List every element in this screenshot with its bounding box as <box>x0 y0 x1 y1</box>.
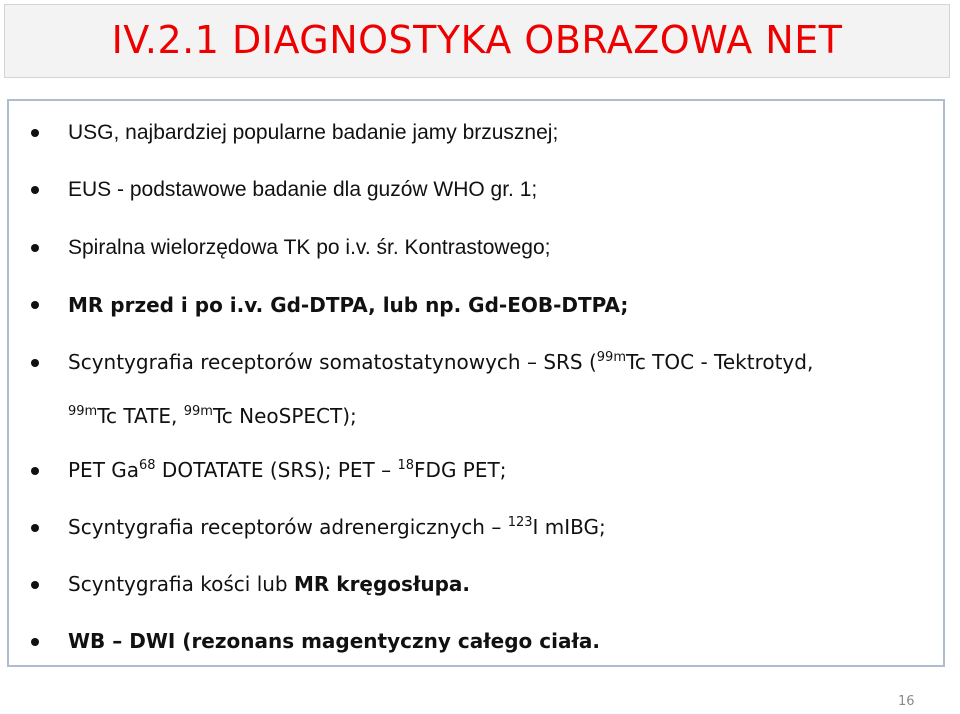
isotope-superscript: 68 <box>139 458 156 473</box>
text-fragment: Tc TOC - Tektrotyd, <box>626 350 814 374</box>
isotope-superscript: 99m <box>183 404 213 419</box>
bullet-icon <box>31 524 39 532</box>
isotope-superscript: 18 <box>397 458 415 473</box>
slide-title: IV.2.1 DIAGNOSTYKA OBRAZOWA NET <box>111 18 843 62</box>
list-item-text <box>68 456 506 484</box>
isotope-superscript: 99m <box>596 350 626 365</box>
bullet-icon <box>31 129 39 137</box>
text-fragment: Scyntygrafia kości lub <box>68 572 294 596</box>
list-item-text <box>68 513 606 541</box>
list-item-text-continuation <box>68 402 357 430</box>
text-fragment: DOTATATE (SRS); PET – <box>155 458 398 482</box>
list-item-text: MR przed i po i.v. Gd-DTPA, lub np. Gd-EOB-DTPA; <box>68 293 629 317</box>
list-item-text: EUS - podstawowe badanie dla guzów WHO gr. 1; <box>68 178 538 201</box>
text-fragment: Tc NeoSPECT); <box>212 404 357 428</box>
content-box <box>7 99 945 667</box>
page-number: 16 <box>898 694 915 709</box>
bullet-icon <box>31 301 39 309</box>
text-fragment: Scyntygrafia receptorów adrenergicznych – <box>68 515 508 539</box>
bullet-icon <box>31 359 39 367</box>
list-item-text: WB – DWI (rezonans magentyczny całego ciała. <box>68 629 600 653</box>
list-item-text: USG, najbardziej popularne badanie jamy brzusznej; <box>68 121 559 144</box>
title-box <box>4 4 950 78</box>
bullet-icon <box>31 581 39 589</box>
list-item-text <box>68 348 813 376</box>
bullet-icon <box>31 467 39 475</box>
bullet-icon <box>31 186 39 194</box>
list-item-text: Spiralna wielorzędowa TK po i.v. śr. Kontrastowego; <box>68 236 551 259</box>
text-fragment-bold: MR kręgosłupa. <box>294 572 471 596</box>
isotope-superscript: 123 <box>507 515 533 530</box>
text-fragment: I mIBG; <box>532 515 606 539</box>
list-item-text <box>68 570 470 598</box>
text-fragment: FDG PET; <box>414 458 507 482</box>
text-fragment: Tc TATE, <box>97 404 184 428</box>
bullet-icon <box>31 244 39 252</box>
bullet-icon <box>31 638 39 646</box>
text-fragment: Scyntygrafia receptorów somatostatynowych – SRS ( <box>68 350 597 374</box>
text-fragment: PET Ga <box>68 458 140 482</box>
isotope-superscript: 99m <box>68 404 98 419</box>
